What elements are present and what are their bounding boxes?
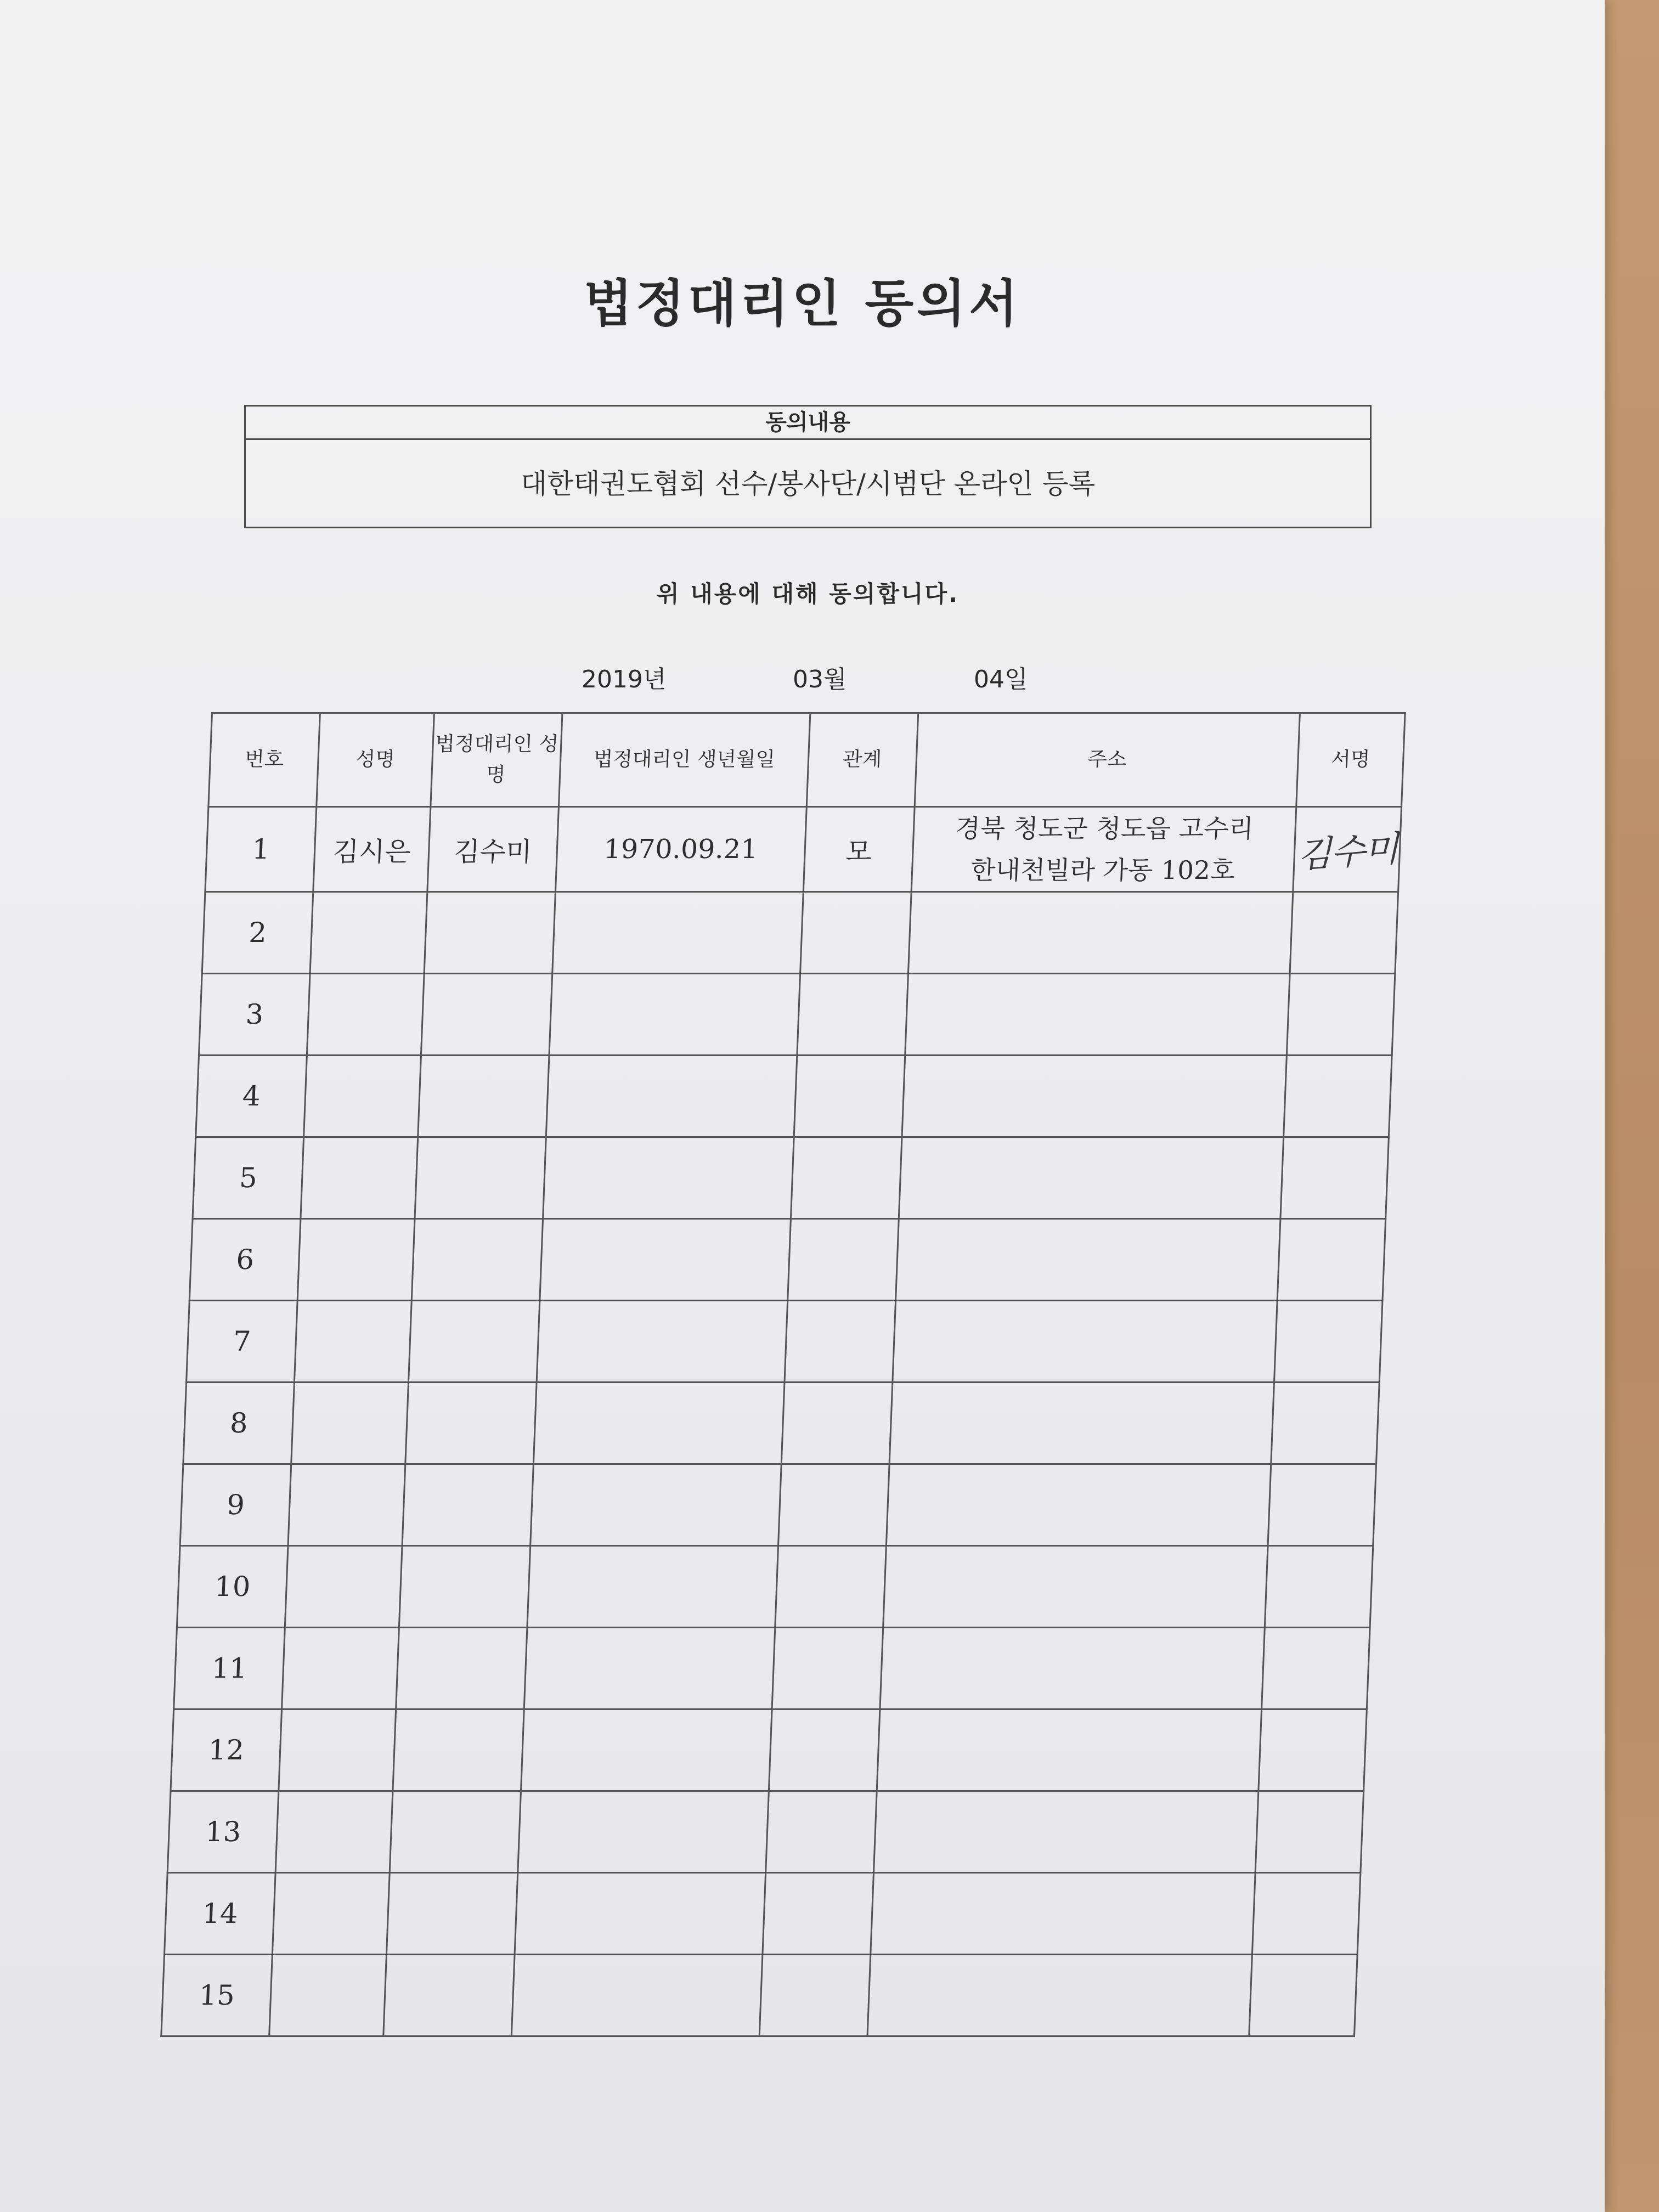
- table-row: [183, 1383, 1379, 1464]
- cell-relation: [794, 1056, 905, 1137]
- header-guardian-name: 법정대리인 성명: [431, 713, 562, 807]
- cell-guardian-name: 김수미: [427, 807, 559, 892]
- cell-guardian-birth: [521, 1709, 771, 1791]
- cell-address: [880, 1628, 1265, 1709]
- cell-guardian-name: [408, 1301, 539, 1383]
- table-row: [196, 1056, 1392, 1137]
- cell-name: [273, 1873, 390, 1955]
- cell-signature: [1290, 892, 1398, 974]
- cell-guardian-name: [399, 1546, 530, 1628]
- table-row: [171, 1709, 1367, 1791]
- cell-address: [905, 974, 1290, 1056]
- cell-address: [883, 1546, 1268, 1628]
- cell-relation: [778, 1464, 889, 1546]
- cell-signature: [1265, 1546, 1373, 1628]
- cell-address: [889, 1383, 1274, 1464]
- cell-address: [877, 1709, 1261, 1791]
- cell-relation: [769, 1709, 880, 1791]
- cell-no: 15: [161, 1955, 273, 2036]
- consent-content-body: 대한태권도협회 선수/봉사단/시범단 온라인 등록: [520, 468, 1096, 500]
- cell-no: 4: [196, 1056, 307, 1137]
- cell-address: [895, 1219, 1280, 1301]
- cell-name: [279, 1709, 396, 1791]
- cell-guardian-birth: 1970.09.21: [555, 807, 806, 892]
- cell-guardian-name: [393, 1709, 524, 1791]
- cell-name: [310, 892, 427, 974]
- cell-guardian-birth: [540, 1219, 791, 1301]
- header-address: 주소: [915, 713, 1300, 807]
- cell-signature: [1274, 1301, 1383, 1383]
- cell-guardian-birth: [515, 1873, 765, 1955]
- cell-signature: [1268, 1464, 1376, 1546]
- cell-name: [298, 1219, 415, 1301]
- cell-name: [288, 1464, 405, 1546]
- cell-name: [291, 1383, 408, 1464]
- date-day: 04일: [974, 665, 1028, 693]
- cell-no: 5: [193, 1137, 304, 1219]
- cell-no: 8: [183, 1383, 295, 1464]
- header-name: 성명: [317, 713, 434, 807]
- cell-no: 14: [165, 1873, 276, 1955]
- cell-name: [304, 1056, 421, 1137]
- cell-no: 10: [177, 1546, 288, 1628]
- cell-no: 12: [171, 1709, 282, 1791]
- cell-signature: [1261, 1628, 1370, 1709]
- cell-name: [295, 1301, 411, 1383]
- handwritten-signature: 김수미: [1296, 828, 1398, 877]
- cell-relation: [765, 1791, 877, 1873]
- cell-no: 11: [174, 1628, 285, 1709]
- cell-address: [911, 807, 1296, 892]
- cell-no: 9: [180, 1464, 291, 1546]
- cell-guardian-name: [383, 1955, 515, 2036]
- consent-content-header: 동의내용: [246, 407, 1370, 440]
- table-header-row: [208, 713, 1405, 807]
- cell-signature: [1252, 1873, 1361, 1955]
- cell-guardian-birth: [531, 1464, 781, 1546]
- address-line-1: 경북 청도군 청도읍 고수리: [955, 814, 1254, 843]
- cell-relation: [772, 1628, 883, 1709]
- cell-guardian-name: [421, 974, 552, 1056]
- cell-name: [269, 1955, 386, 2036]
- cell-guardian-birth: [533, 1383, 784, 1464]
- cell-address: [867, 1955, 1252, 2036]
- cell-signature: [1271, 1383, 1379, 1464]
- table-row: [205, 807, 1402, 892]
- table-row: [180, 1464, 1376, 1546]
- cell-address: [899, 1137, 1283, 1219]
- cell-relation: [787, 1219, 899, 1301]
- cell-relation: 모: [803, 807, 915, 892]
- cell-address: [908, 892, 1293, 974]
- cell-signature: [1280, 1137, 1389, 1219]
- cell-no: 7: [187, 1301, 298, 1383]
- cell-address: [871, 1873, 1255, 1955]
- cell-relation: [791, 1137, 902, 1219]
- cell-signature: [1249, 1955, 1357, 2036]
- cell-no: 3: [199, 974, 311, 1056]
- table-row: [202, 892, 1398, 974]
- cell-guardian-birth: [549, 974, 800, 1056]
- cell-address: [893, 1301, 1277, 1383]
- guardian-consent-table: [160, 712, 1406, 2037]
- cell-no: 6: [189, 1219, 301, 1301]
- cell-relation: [781, 1383, 893, 1464]
- table-row: [199, 974, 1395, 1056]
- cell-guardian-birth: [537, 1301, 787, 1383]
- cell-relation: [800, 892, 911, 974]
- cell-signature: [1255, 1791, 1364, 1873]
- table-row: [177, 1546, 1373, 1628]
- cell-guardian-name: [415, 1137, 546, 1219]
- cell-relation: [775, 1546, 886, 1628]
- cell-no: 2: [202, 892, 313, 974]
- cell-signature: [1293, 807, 1402, 892]
- table-row: [165, 1873, 1361, 1955]
- cell-guardian-birth: [524, 1628, 775, 1709]
- date-year: 2019년: [582, 665, 667, 693]
- form-title: 법정대리인 동의서: [583, 274, 1021, 333]
- header-no: 번호: [208, 713, 320, 807]
- cell-name: [307, 974, 424, 1056]
- cell-name: [275, 1791, 392, 1873]
- cell-guardian-birth: [552, 892, 803, 974]
- cell-address: [873, 1791, 1258, 1873]
- table-row: [174, 1628, 1370, 1709]
- cell-guardian-name: [424, 892, 555, 974]
- cell-name: [285, 1546, 402, 1628]
- cell-no: 13: [167, 1791, 279, 1873]
- cell-guardian-birth: [543, 1137, 793, 1219]
- cell-guardian-name: [396, 1628, 527, 1709]
- cell-relation: [759, 1955, 871, 2036]
- cell-name: [282, 1628, 399, 1709]
- header-relation: 관계: [806, 713, 918, 807]
- cell-address: [902, 1056, 1286, 1137]
- cell-relation: [762, 1873, 873, 1955]
- cell-guardian-birth: [546, 1056, 797, 1137]
- table-row: [189, 1219, 1385, 1301]
- cell-guardian-birth: [511, 1955, 762, 2036]
- consent-content-box: [244, 405, 1372, 528]
- agreement-statement: 위 내용에 대해 동의합니다.: [656, 580, 960, 607]
- header-guardian-birth: 법정대리인 생년월일: [558, 713, 810, 807]
- cell-guardian-birth: [527, 1546, 778, 1628]
- cell-guardian-name: [390, 1791, 521, 1873]
- cell-guardian-name: [418, 1056, 549, 1137]
- cell-guardian-name: [386, 1873, 517, 1955]
- cell-guardian-name: [405, 1383, 537, 1464]
- table-row: [193, 1137, 1389, 1219]
- table-row: [167, 1791, 1363, 1873]
- cell-signature: [1259, 1709, 1367, 1791]
- date-month: 03월: [793, 665, 847, 693]
- cell-guardian-name: [402, 1464, 533, 1546]
- cell-guardian-birth: [518, 1791, 769, 1873]
- cell-relation: [784, 1301, 895, 1383]
- cell-relation: [797, 974, 908, 1056]
- header-signature: 서명: [1296, 713, 1405, 807]
- cell-name: 김시은: [313, 807, 431, 892]
- table-body: [161, 807, 1402, 2036]
- cell-signature: [1277, 1219, 1386, 1301]
- cell-signature: [1283, 1056, 1392, 1137]
- cell-address: [886, 1464, 1271, 1546]
- cell-no: 1: [205, 807, 317, 892]
- address-line-2: 한내천빌라 가동 102호: [970, 855, 1236, 885]
- cell-signature: [1286, 974, 1395, 1056]
- cell-guardian-name: [411, 1219, 543, 1301]
- cell-name: [301, 1137, 417, 1219]
- table-row: [161, 1955, 1357, 2036]
- table-row: [187, 1301, 1383, 1383]
